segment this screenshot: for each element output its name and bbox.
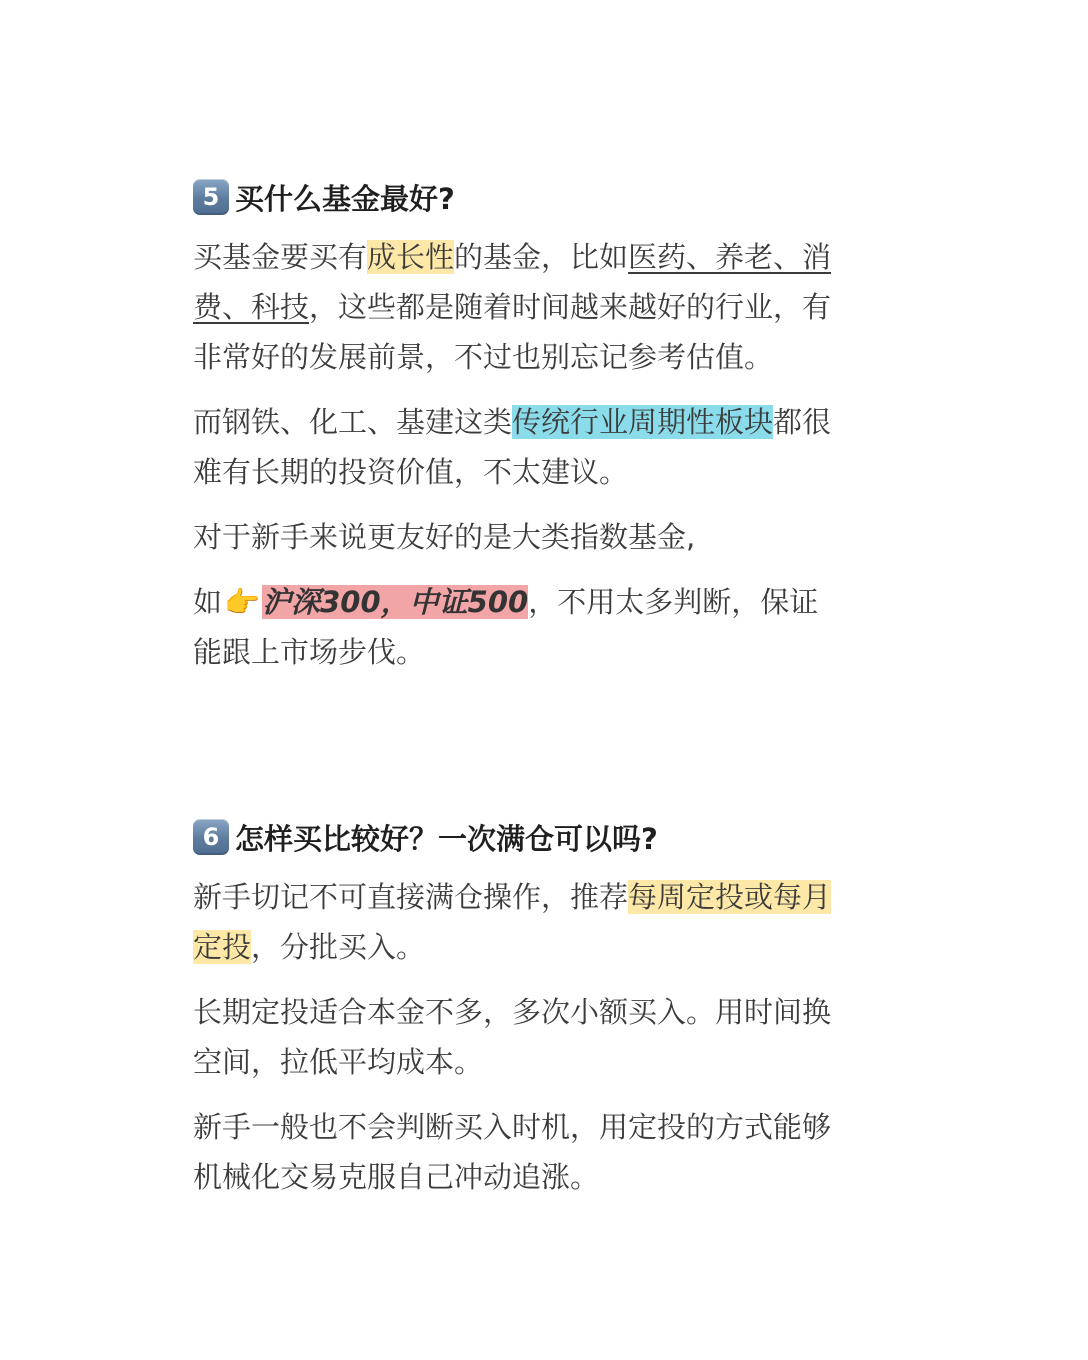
paragraph-long-term-dca: 长期定投适合本金不多，多次小额买入。用时间换空间，拉低平均成本。	[193, 995, 832, 1079]
text-segment: 而钢铁、化工、基建这类	[193, 405, 513, 439]
paragraph-index-examples	[193, 577, 833, 677]
section-heading	[193, 812, 833, 862]
text-segment: ，分批买入。	[251, 930, 426, 964]
keycap-number-5-icon: 5	[193, 179, 229, 215]
highlight-growth: 成长性	[367, 240, 455, 274]
section-how-to-buy	[193, 812, 833, 1217]
keycap-number-6-icon: 6	[193, 819, 229, 855]
section-title: 怎样买比较好？一次满仓可以吗?	[235, 821, 658, 856]
section-fund-choice	[193, 172, 833, 692]
paragraph-dca-advice	[193, 872, 833, 972]
text-segment: 都很难有长期的投资价值，不太建议。	[193, 405, 832, 489]
highlight-index-names: 沪深300，中证500	[262, 585, 529, 619]
highlight-regular-investment: 每周定投或每月定投	[193, 880, 832, 964]
text-segment: 新手切记不可直接满仓操作，推荐	[193, 880, 629, 914]
paragraph-index-funds: 对于新手来说更友好的是大类指数基金,	[193, 520, 696, 554]
section-title: 买什么基金最好?	[235, 181, 455, 216]
pointing-right-hand-icon: 👉	[224, 585, 261, 619]
text-segment: ，不用太多判断，保证能跟上市场步伐。	[193, 585, 819, 669]
highlight-cyclical: 传统行业周期性板块	[512, 405, 774, 439]
text-segment: 的基金，比如	[454, 240, 629, 274]
text-segment: ，这些都是随着时间越来越好的行业，有非常好的发展前景，不过也别忘记参考估值。	[193, 290, 832, 374]
underlined-sectors: 医药、养老、消费、科技	[193, 240, 832, 324]
text-segment: 如	[193, 585, 223, 619]
paragraph-growth-funds	[193, 232, 833, 382]
text-segment: 买基金要买有	[193, 240, 368, 274]
paragraph-cyclical-sectors	[193, 397, 833, 497]
paragraph-timing: 新手一般也不会判断买入时机，用定投的方式能够机械化交易克服自己冲动追涨。	[193, 1110, 832, 1194]
section-heading	[193, 172, 833, 222]
